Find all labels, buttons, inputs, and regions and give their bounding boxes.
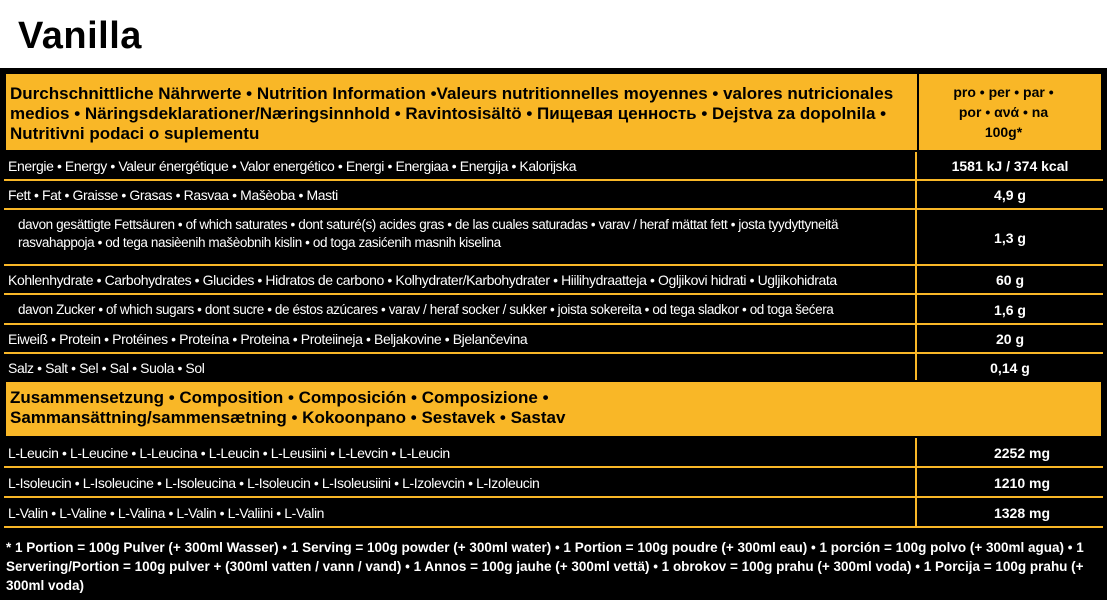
composition-header xyxy=(4,380,1103,438)
row-value: 20 g xyxy=(995,331,1024,347)
row-label: L-Isoleucin • L-Isoleucine • L-Isoleucina • L-Isoleucin • L-Isoleusiini • L-Izolevcin • L-Izoleucin xyxy=(8,475,540,491)
row-value: 60 g xyxy=(995,272,1024,288)
row-label: L-Leucin • L-Leucine • L-Leucina • L-Leucin • L-Leusiini • L-Levcin • L-Leucin xyxy=(8,445,450,461)
nutrition-row-sugars xyxy=(4,295,1103,325)
row-value: 1581 kJ / 374 kcal xyxy=(951,158,1069,174)
column-divider xyxy=(917,74,919,150)
nutrition-row-protein xyxy=(4,325,1103,354)
composition-header-text: Zusammensetzung • Composition • Composición • Composizione • Sammansättning/sammensætning • Kokoonpano • Sestavek • Sastav xyxy=(10,388,566,427)
nutrition-row-fat xyxy=(4,181,1103,210)
row-label: L-Valin • L-Valine • L-Valina • L-Valin • L-Valiini • L-Valin xyxy=(8,505,325,521)
row-value: 1,6 g xyxy=(994,302,1026,318)
row-label: Energie • Energy • Valeur énergétique • Valor energético • Energi • Energiaa • Energija • Kalorijska xyxy=(8,158,577,174)
nutrition-row-energy xyxy=(4,152,1103,181)
flavor-title: Vanilla xyxy=(18,15,142,57)
row-value: 1,3 g xyxy=(994,230,1026,246)
row-value: 4,9 g xyxy=(994,187,1026,203)
per-100g-label: pro • per • par • por • ανά • na 100g* xyxy=(953,84,1054,140)
nutrition-row-salt xyxy=(4,354,1103,380)
row-label: davon Zucker • of which sugars • dont sucre • de éstos azúcares • varav / heraf socker / sukker • joista sokereita • od tega sladkor • od toga šećera xyxy=(18,302,834,317)
row-label: Kohlenhydrate • Carbohydrates • Glucides • Hidratos de carbono • Kolhydrater/Karbohydrater • Hiilihydraatteja • Ogljikovi hidrati • Ugljikohidrata xyxy=(8,272,837,288)
row-label: Salz • Salt • Sel • Sal • Suola • Sol xyxy=(8,360,205,376)
row-value: 1210 mg xyxy=(993,475,1051,491)
serving-footnote: * 1 Portion = 100g Pulver (+ 300ml Wasser) • 1 Serving = 100g powder (+ 300ml water) • 1 Portion = 100g poudre (+ 300ml eau) • 1 porción = 100g polvo (+ 300ml agua) • 1 Servering/Portion = 100g pulver + (300ml vatten / vann / vand) • 1 Annos = 100g jauhe (+ 300ml vettä) • 1 obrokov = 100g prahu (+ 300ml voda) • 1 Porcija = 100g prahu (+ 300ml voda) xyxy=(6,540,1084,593)
row-value: 2252 mg xyxy=(993,445,1051,461)
composition-row-leucine xyxy=(4,438,1103,468)
nutrition-row-saturates xyxy=(4,210,1103,266)
nutrition-panel xyxy=(0,68,1107,600)
nutrition-header xyxy=(4,72,1103,152)
row-label: Eiweiß • Protein • Protéines • Proteína • Proteina • Proteiineja • Beljakovine • Bjelančevina xyxy=(8,331,528,347)
row-label: Fett • Fat • Graisse • Grasas • Rasvaa • Mašèoba • Masti xyxy=(8,187,338,203)
composition-row-isoleucine xyxy=(4,468,1103,498)
composition-row-valine xyxy=(4,498,1103,528)
row-label: davon gesättigte Fettsäuren • of which saturates • dont saturé(s) acides gras • de las cuales saturadas • varav / heraf mättat fett • josta tyydyttyneitä rasvahappoja • od tega nasièenih mašèobnih kislin • od toga zasićenih masnih kiselina xyxy=(18,217,839,250)
row-value: 1328 mg xyxy=(993,505,1051,521)
nutrition-header-text: Durchschnittliche Nährwerte • Nutrition Information •Valeurs nutritionnelles moyennes • valores nutricionales medios • Näringsdeklarationer/Næringsinnhold • Ravintosisältö • Пищевая ценность • Dejstva za dopolnila • Nutritivni podaci o suplementu xyxy=(10,84,894,143)
row-value: 0,14 g xyxy=(990,360,1030,376)
nutrition-row-carbohydrates xyxy=(4,266,1103,295)
